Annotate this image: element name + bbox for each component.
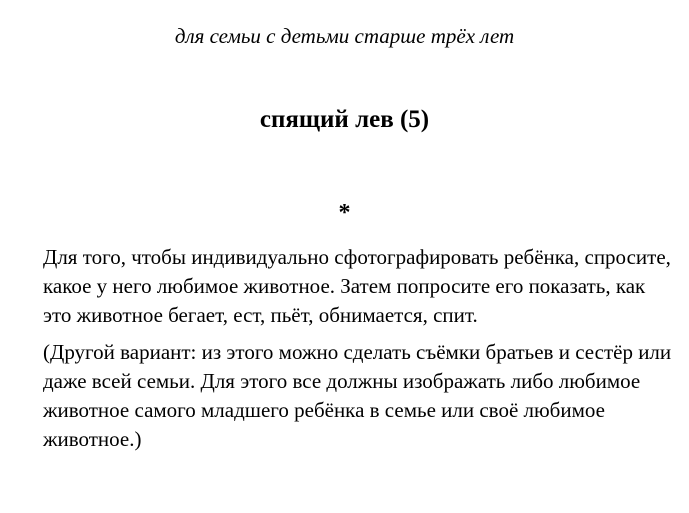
paragraph-alternative: (Другой вариант: из этого можно сделать съёмки братьев и сестёр или даже всей семьи. Для этого все должны изображать либо любимое животное самого младшего ребёнка в семье или своё любимое животное.) <box>43 340 672 451</box>
page-subtitle: для семьи с детьми старше трёх лет <box>174 24 515 48</box>
page-title: спящий лев (5) <box>259 106 430 133</box>
body-text <box>43 243 673 462</box>
section-separator: * <box>338 200 351 226</box>
paragraph-instructions: Для того, чтобы индивидуально сфотографировать ребёнка, спросите, какое у него любимое животное. Затем попросите его показать, как это животное бегает, ест, пьёт, обнимается, спит. <box>43 245 671 327</box>
